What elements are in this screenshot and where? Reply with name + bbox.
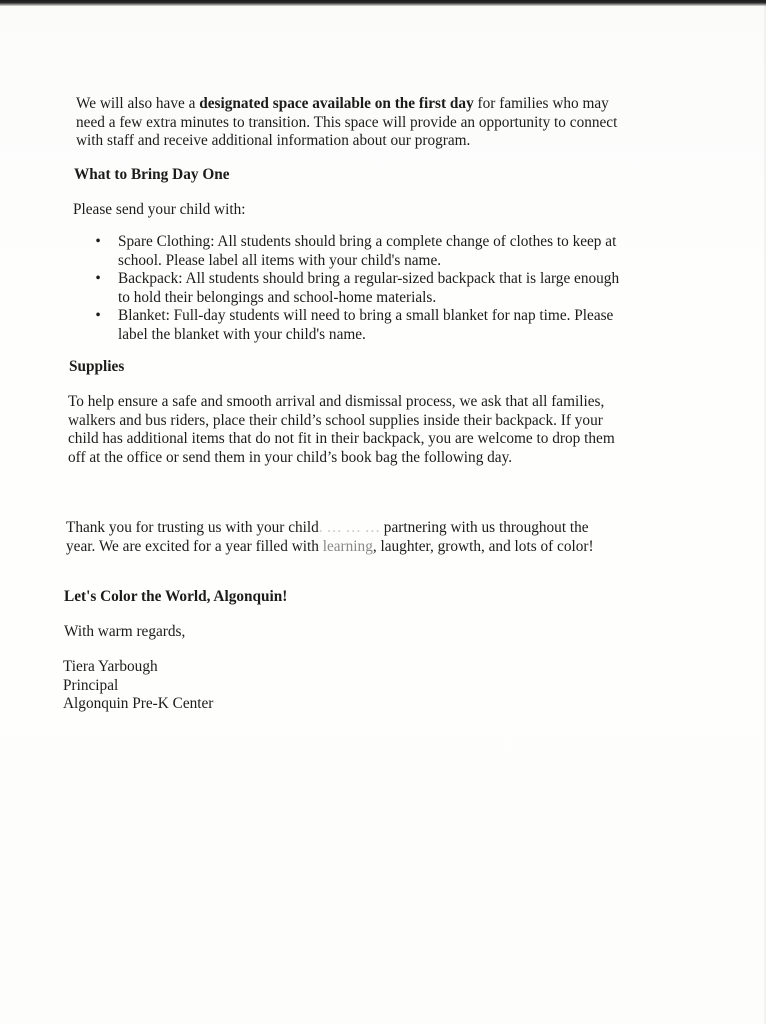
signer-title: Principal [63, 676, 119, 694]
intro-line-3: with staff and receive additional information about our program. [76, 132, 471, 149]
bullet-icon: • [95, 270, 101, 287]
regards-line: With warm regards, [64, 623, 186, 640]
bullet-icon: • [95, 307, 101, 324]
closing-line: Let's Color the World, Algonquin! [64, 588, 288, 605]
supplies-paragraph: To help ensure a safe and smooth arrival and dismissal process, we ask that all families, walkers and bus riders, place their child’s school supplies inside their backpack. If your child has additional items that do not fit in their backpack, you are welcome to drop them off at the office or send them in your child’s book bag the following day. [68, 393, 615, 466]
bring-heading: What to Bring Day One [74, 166, 230, 183]
thanks-line-2: year. We are excited for a year filled with learning, laughter, growth, and lots of color! [66, 537, 594, 555]
supplies-heading: Supplies [69, 358, 125, 375]
list-item: • Spare Clothing: All students should bring a complete change of clothes to keep at school. Please label all items with your child's name. [92, 233, 619, 270]
signer-name: Tiera Yarbough [63, 658, 158, 675]
intro-paragraph [76, 95, 617, 151]
list-item: • Backpack: All students should bring a regular-sized backpack that is large enough to hold their belongings and school-home materials. [92, 270, 619, 307]
signer-organization: Algonquin Pre-K Center [63, 695, 214, 712]
intro-line-1: We will also have a designated space available on the first day for families who may [76, 95, 609, 112]
faded-print: learning [322, 537, 373, 555]
thanks-line-1: Thank you for trusting us with your child. … … … partnering with us throughout the [66, 519, 589, 536]
signature-block [63, 658, 213, 714]
intro-emphasis: designated space available on the first day [199, 95, 474, 112]
faded-print: . … … … [318, 519, 380, 536]
scan-top-edge [0, 0, 766, 6]
send-intro: Please send your child with: [73, 201, 246, 218]
intro-line-2: need a few extra minutes to transition. This space will provide an opportunity to connect [76, 113, 618, 131]
thanks-paragraph [66, 519, 594, 556]
list-item: • Blanket: Full-day students will need to bring a small blanket for nap time. Please label the blanket with your child's name. [92, 307, 619, 344]
bring-list [92, 233, 619, 344]
bullet-icon: • [95, 233, 101, 250]
